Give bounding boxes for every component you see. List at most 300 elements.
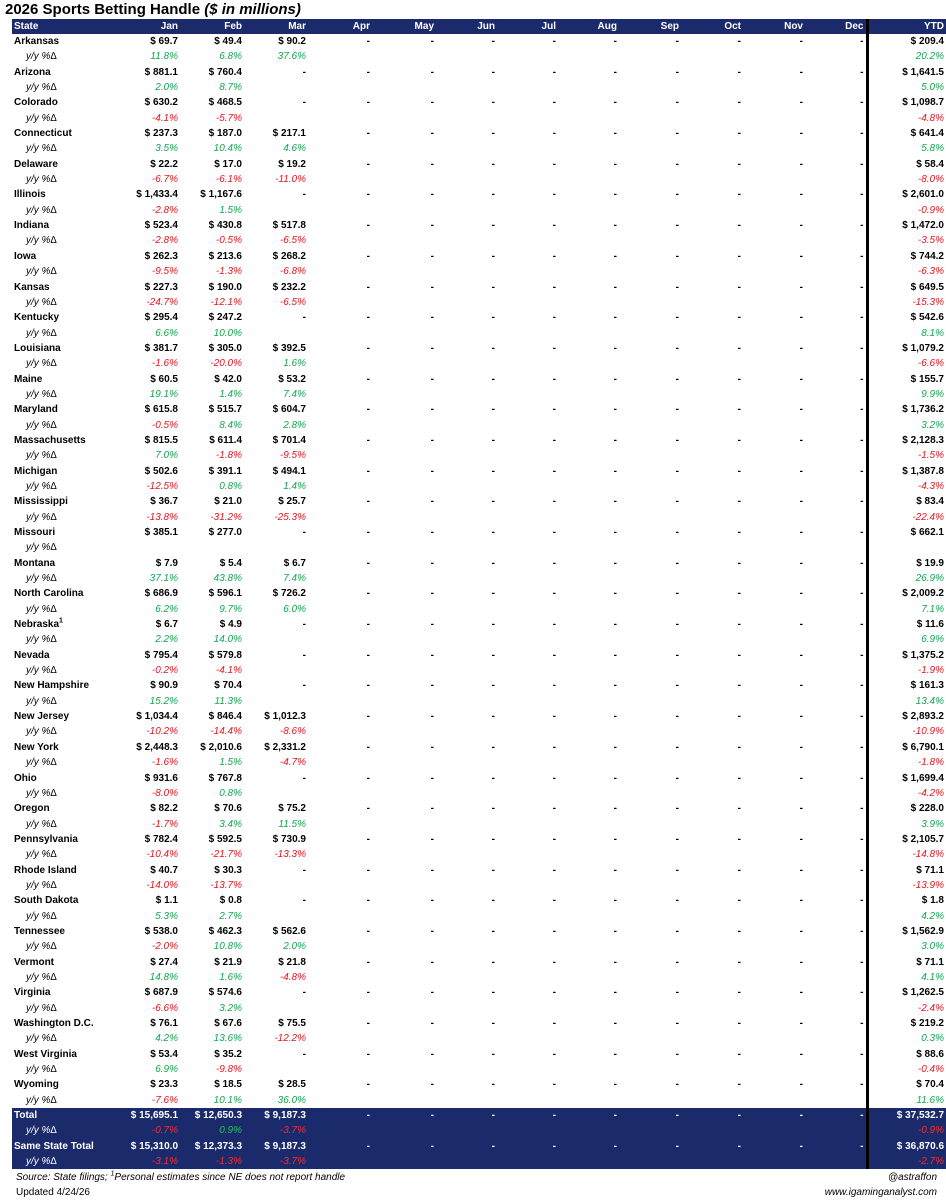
month-value-cell: - [860,465,864,477]
month-yoy-cell [743,632,805,647]
yoy-label: y/y %∆ [26,634,57,646]
month-yoy-cell [497,111,558,126]
month-value-cell: - [737,404,741,416]
month-yoy-cell [436,326,497,341]
state-name [12,617,112,632]
month-value-cell: - [302,97,306,109]
month-value-cell: - [799,281,803,293]
month-yoy-cell: 1.5% [219,204,242,216]
month-value-cell: - [491,404,495,416]
month-yoy-cell [436,602,497,617]
ytd-yoy-cell: -6.6% [867,356,946,371]
month-value-cell: - [430,404,434,416]
month-yoy-cell: -3.7% [244,1154,308,1169]
month-value-cell: - [675,557,679,569]
state-name [12,126,112,141]
month-value-cell: $ 596.1 [208,588,242,600]
month-value-cell: - [613,373,617,385]
yoy-label: y/y %∆ [26,82,57,94]
month-yoy-cell: -0.5% [151,419,178,431]
month-value-cell: - [799,895,803,907]
month-value-cell: $ 237.3 [144,128,178,140]
month-value-cell: - [430,312,434,324]
footnote-marker: 1 [59,617,63,625]
state-name [12,280,112,295]
yoy-label: y/y %∆ [26,143,57,155]
month-value-cell: $ 726.2 [272,588,306,600]
month-yoy-cell [308,786,372,801]
month-yoy-cell [619,1031,681,1046]
month-yoy-cell [497,909,558,924]
month-value-cell: - [366,465,370,477]
table-row-yoy [12,1001,946,1016]
month-value-cell: - [737,1079,741,1091]
month-value-cell: - [860,588,864,600]
month-value-cell: - [675,312,679,324]
month-yoy-cell [372,909,436,924]
month-value-cell: - [675,220,679,232]
month-value-cell: - [552,649,556,661]
state-name-text: Tennessee [14,925,65,937]
month-yoy-cell: 3.2% [219,1002,242,1014]
table-row-yoy [12,1154,946,1169]
month-value-cell: - [552,527,556,538]
month-yoy-cell: 1.6% [283,358,306,370]
ytd-value-cell: $ 2,893.2 [867,709,946,724]
month-value-cell: - [860,1048,864,1060]
month-yoy-cell [558,510,619,525]
month-value-cell: - [737,434,741,446]
month-yoy-cell [497,295,558,310]
col-header-jul: Jul [497,19,558,34]
month-yoy-cell: 3.5% [155,143,178,155]
month-yoy-cell [743,694,805,709]
month-value-cell: - [491,711,495,723]
month-yoy-cell [805,847,867,862]
month-value-cell: - [552,189,556,201]
month-value-cell: - [366,36,370,47]
month-yoy-cell [619,540,681,555]
month-value-cell: - [552,496,556,508]
month-value-cell: - [675,66,679,78]
month-yoy-cell [558,326,619,341]
month-yoy-cell [372,387,436,402]
month-value-cell: - [737,833,741,845]
month-yoy-cell [497,418,558,433]
month-value-cell: $ 538.0 [144,925,178,937]
month-value-cell: - [366,772,370,784]
table-row [12,310,946,325]
month-yoy-cell: 11.3% [214,695,242,707]
month-value-cell: - [860,220,864,232]
month-yoy-cell [497,1062,558,1077]
month-yoy-cell [681,510,743,525]
month-yoy-cell [372,970,436,985]
month-value-cell: $ 15,695.1 [112,1108,180,1123]
month-value-cell: - [552,1079,556,1091]
month-value-cell: - [613,557,617,569]
month-yoy-cell [805,755,867,770]
month-yoy-cell [372,1062,436,1077]
yoy-label: y/y %∆ [26,971,57,983]
state-name [12,924,112,939]
month-value-cell: - [737,680,741,692]
ytd-yoy-cell: 7.1% [867,602,946,617]
month-yoy-cell: -14.0% [146,879,178,891]
month-yoy-cell: -1.8% [215,450,242,462]
month-value-cell: $ 502.6 [144,465,178,477]
month-value-cell: $ 2,448.3 [136,741,178,753]
month-yoy-cell: 15.2% [149,695,178,707]
ytd-value-cell: $ 2,601.0 [867,187,946,202]
month-yoy-cell [805,111,867,126]
month-yoy-cell [619,172,681,187]
ytd-value-cell: $ 2,105.7 [867,832,946,847]
col-header-nov: Nov [743,19,805,34]
table-row-yoy [12,571,946,586]
month-yoy-cell [497,724,558,739]
month-yoy-cell [308,141,372,156]
month-value-cell: $ 17.0 [214,158,242,170]
month-yoy-cell [372,418,436,433]
month-yoy-cell [558,479,619,494]
month-value-cell: $ 1,167.6 [200,189,242,201]
month-value-cell: - [430,1018,434,1029]
yoy-label: y/y %∆ [26,818,57,830]
state-name [12,709,112,724]
month-yoy-cell [308,479,372,494]
yoy-label: y/y %∆ [26,695,57,707]
month-value-cell: - [430,680,434,692]
month-value-cell: - [743,1139,805,1154]
yoy-label: y/y %∆ [26,266,57,278]
month-yoy-cell [436,1062,497,1077]
month-yoy-cell [372,1093,436,1108]
month-value-cell: - [613,220,617,232]
month-value-cell: - [799,434,803,446]
month-yoy-cell [372,571,436,586]
month-value-cell: - [799,1079,803,1091]
ytd-value-cell: $ 36,870.6 [867,1139,946,1154]
state-name-text: Kansas [14,281,50,293]
state-name [12,586,112,601]
month-yoy-cell [308,847,372,862]
month-value-cell: - [430,97,434,109]
month-value-cell: $ 69.7 [150,36,178,47]
month-yoy-cell [805,540,867,555]
month-value-cell: - [302,864,306,876]
month-yoy-cell [681,295,743,310]
month-value-cell: - [366,312,370,324]
ytd-yoy-cell: -0.9% [867,203,946,218]
month-value-cell: - [302,987,306,999]
month-yoy-cell: -1.3% [215,266,242,278]
month-value-cell: - [799,680,803,692]
month-value-cell: $ 6.7 [155,619,178,631]
month-yoy-cell [497,939,558,954]
month-value-cell: - [681,1108,743,1123]
month-value-cell: $ 1,012.3 [264,711,306,723]
month-yoy-cell [372,1154,436,1169]
month-value-cell: - [552,895,556,907]
ytd-yoy-cell: -1.9% [867,663,946,678]
month-value-cell: - [491,36,495,47]
month-yoy-cell [681,172,743,187]
month-yoy-cell [497,479,558,494]
month-yoy-cell: -24.7% [146,296,178,308]
ytd-value-cell: $ 1,699.4 [867,771,946,786]
month-value-cell: - [799,833,803,845]
month-value-cell: - [613,619,617,631]
month-yoy-cell [308,632,372,647]
month-yoy-cell [180,540,244,555]
month-yoy-cell [308,755,372,770]
month-value-cell: - [430,342,434,354]
state-name [12,372,112,387]
ytd-value-cell: $ 1,641.5 [867,65,946,80]
month-yoy-cell: 11.5% [278,818,306,830]
month-yoy-cell [681,847,743,862]
month-yoy-cell [743,1093,805,1108]
month-value-cell: - [613,465,617,477]
month-value-cell: $ 2,010.6 [200,741,242,753]
month-value-cell: $ 76.1 [150,1018,178,1029]
month-value-cell: - [366,741,370,753]
month-yoy-cell [244,540,308,555]
table-row-yoy [12,755,946,770]
table-row-yoy [12,1123,946,1138]
month-value-cell: $ 53.4 [150,1048,178,1060]
ytd-yoy-cell: 3.0% [867,939,946,954]
month-yoy-cell [681,1031,743,1046]
table-row-yoy [12,632,946,647]
month-yoy-cell: -2.8% [151,235,178,247]
month-yoy-cell: 10.1% [213,1094,242,1106]
month-yoy-cell [681,817,743,832]
month-yoy-cell [619,970,681,985]
month-yoy-cell: 3.4% [219,818,242,830]
month-yoy-cell: -13.7% [210,879,242,891]
yoy-label: y/y %∆ [26,726,57,738]
month-yoy-cell [308,571,372,586]
state-name [12,65,112,80]
month-yoy-cell [619,141,681,156]
month-value-cell: - [737,711,741,723]
month-value-cell: - [799,1048,803,1060]
month-value-cell: - [675,1018,679,1029]
month-value-cell: $ 767.8 [208,772,242,784]
month-yoy-cell [805,970,867,985]
month-value-cell: $ 0.8 [219,895,242,907]
month-yoy-cell [436,264,497,279]
month-yoy-cell [497,1093,558,1108]
month-value-cell: - [613,1018,617,1029]
month-yoy-cell [619,694,681,709]
month-value-cell: $ 931.6 [144,772,178,784]
month-yoy-cell [244,111,308,126]
month-yoy-cell [619,571,681,586]
yoy-label: y/y %∆ [26,358,57,370]
month-value-cell: $ 49.4 [214,36,242,47]
state-name-text: Pennsylvania [14,833,78,845]
month-value-cell: - [491,772,495,784]
month-yoy-cell: 4.6% [283,143,306,155]
month-value-cell: - [366,925,370,937]
yoy-label: y/y %∆ [26,910,57,922]
table-row [12,187,946,202]
month-value-cell: - [737,97,741,109]
month-value-cell: - [491,895,495,907]
month-value-cell: - [430,711,434,723]
month-yoy-cell [436,1123,497,1138]
table-row [12,464,946,479]
ytd-value-cell: $ 71.1 [867,955,946,970]
month-yoy-cell [805,1154,867,1169]
month-yoy-cell [308,111,372,126]
month-value-cell: $ 7.9 [155,557,178,569]
ytd-value-cell: $ 228.0 [867,801,946,816]
month-yoy-cell [743,1031,805,1046]
month-value-cell: - [430,895,434,907]
month-yoy-cell [497,663,558,678]
month-yoy-cell: -0.2% [151,665,178,677]
state-name-text: Nebraska [14,619,60,631]
month-value-cell: - [799,373,803,385]
ytd-value-cell: $ 83.4 [867,494,946,509]
month-yoy-cell [497,264,558,279]
header-row [12,19,946,34]
month-value-cell: $ 18.5 [214,1079,242,1091]
month-value-cell: - [552,680,556,692]
month-value-cell: - [860,250,864,262]
footer-handle: @astraffon [887,1172,937,1183]
month-value-cell: - [675,772,679,784]
month-yoy-cell [805,172,867,187]
month-yoy-cell [619,939,681,954]
month-yoy-cell [436,418,497,433]
table-row-yoy [12,141,946,156]
ytd-value-cell: $ 88.6 [867,1047,946,1062]
month-value-cell: - [737,772,741,784]
month-value-cell: $ 21.0 [214,496,242,508]
month-yoy-cell: -14.4% [210,726,242,738]
month-yoy-cell: -12.2% [274,1033,306,1045]
table-row-yoy [12,326,946,341]
month-yoy-cell [372,233,436,248]
col-header-apr: Apr [308,19,372,34]
month-yoy-cell [619,909,681,924]
month-yoy-cell [558,264,619,279]
month-value-cell: - [366,97,370,109]
month-value-cell: - [491,956,495,968]
month-yoy-cell [497,755,558,770]
month-value-cell: - [805,1108,867,1123]
month-yoy-cell [372,724,436,739]
month-value-cell: - [430,250,434,262]
month-value-cell: - [491,588,495,600]
month-value-cell: - [491,312,495,324]
month-yoy-cell [497,878,558,893]
month-yoy-cell [497,172,558,187]
month-yoy-cell: 10.4% [213,143,242,155]
month-value-cell: $ 19.2 [278,158,306,170]
month-yoy-cell [743,49,805,64]
month-yoy-cell [743,1154,805,1169]
month-yoy-cell [497,540,558,555]
month-value-cell: $ 9,187.3 [244,1139,308,1154]
month-value-cell: $ 247.2 [208,312,242,324]
month-yoy-cell [244,326,308,341]
month-value-cell: $ 592.5 [208,833,242,845]
month-value-cell: - [430,833,434,845]
month-value-cell: $ 4.9 [219,619,242,631]
month-yoy-cell [372,632,436,647]
ytd-value-cell: $ 641.4 [867,126,946,141]
yoy-label: y/y %∆ [26,296,57,308]
ytd-value-cell: $ 1,079.2 [867,341,946,356]
month-value-cell: - [675,404,679,416]
month-value-cell: $ 1,433.4 [136,189,178,201]
month-value-cell: - [860,66,864,78]
month-yoy-cell: -20.0% [210,358,242,370]
month-value-cell: - [737,158,741,170]
month-value-cell: $ 217.1 [272,128,306,140]
month-yoy-cell [558,1062,619,1077]
month-yoy-cell [805,694,867,709]
month-value-cell: - [552,158,556,170]
month-yoy-cell [619,479,681,494]
month-yoy-cell [743,663,805,678]
month-value-cell: - [737,189,741,201]
month-yoy-cell [308,510,372,525]
month-value-cell: - [860,895,864,907]
month-value-cell: - [737,373,741,385]
month-value-cell: - [491,373,495,385]
month-value-cell: - [613,895,617,907]
month-yoy-cell [681,1123,743,1138]
month-yoy-cell: 2.0% [283,941,306,953]
month-value-cell: - [799,741,803,753]
ytd-yoy-cell: -6.3% [867,264,946,279]
month-yoy-cell: 6.6% [155,327,178,339]
month-yoy-cell [558,203,619,218]
month-yoy-cell [558,786,619,801]
month-value-cell: $ 686.9 [144,588,178,600]
month-value-cell: - [430,496,434,508]
month-yoy-cell [497,203,558,218]
month-yoy-cell [308,724,372,739]
ytd-yoy-cell: 11.6% [867,1093,946,1108]
month-value-cell: $ 604.7 [272,404,306,416]
month-yoy-cell [805,264,867,279]
state-name [12,1108,112,1123]
table-row [12,126,946,141]
month-value-cell: $ 494.1 [272,465,306,477]
month-value-cell: - [366,281,370,293]
month-yoy-cell [558,571,619,586]
month-yoy-cell: -10.4% [146,849,178,861]
month-yoy-cell [619,632,681,647]
table-row [12,985,946,1000]
month-yoy-cell [743,755,805,770]
month-yoy-cell [497,817,558,832]
month-value-cell: - [491,128,495,140]
month-value-cell: $ 305.0 [208,342,242,354]
month-yoy-cell: 6.8% [219,51,242,63]
month-yoy-cell [558,602,619,617]
month-value-cell: - [366,220,370,232]
month-value-cell: - [799,987,803,999]
